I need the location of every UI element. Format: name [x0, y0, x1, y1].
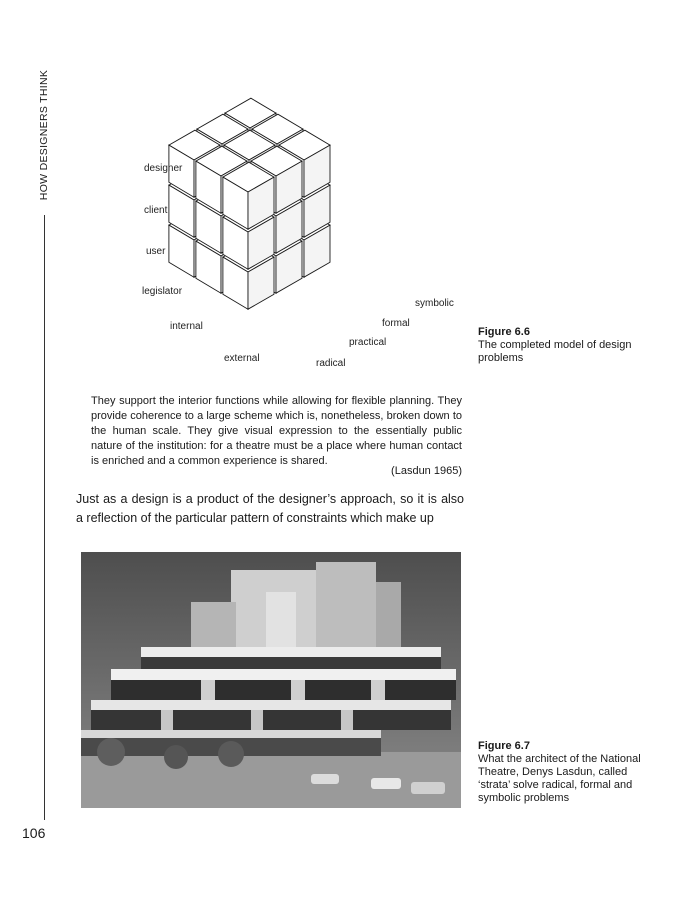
body-paragraph: Just as a design is a product of the designer’s approach, so it is also a reflection of the particular pattern of constraints which make up	[76, 492, 464, 525]
page-number: 106	[22, 825, 46, 841]
block-quote: They support the interior functions while allowing for flexible planning. They provide coherence to a large scheme which is, nonetheless, broken down to the human scale. They give visual expression to the essentially public nature of the institution: for a theatre must be a place where human contact is enriched and a common experience is shared.	[91, 395, 462, 467]
label-practical: practical	[349, 337, 387, 348]
margin-rule	[44, 215, 45, 820]
figure-6-7-number: Figure 6.7	[478, 740, 530, 752]
label-radical: radical	[316, 358, 346, 369]
figure-6-6-caption	[478, 326, 658, 365]
label-symbolic: symbolic	[415, 298, 454, 309]
figure-6-6-number: Figure 6.6	[478, 326, 530, 338]
quote-source: (Lasdun 1965)	[391, 465, 462, 477]
label-internal: internal	[170, 321, 203, 332]
figure-6-7-photo	[81, 552, 461, 808]
figure-6-6-caption-text: The completed model of design problems	[478, 339, 632, 364]
running-head	[38, 65, 50, 205]
national-theatre-photo	[81, 552, 461, 808]
cube-blocks	[169, 98, 330, 309]
figure-6-7-caption	[478, 740, 658, 805]
label-user: user	[146, 246, 166, 257]
cube-block	[223, 162, 274, 229]
figure-6-7-caption-text: What the architect of the National Theatre, Denys Lasdun, called ‘strata’ solve radical, formal and symbolic problems	[478, 753, 641, 804]
label-designer: designer	[144, 163, 183, 174]
running-head-text: HOW DESIGNERS THINK	[38, 69, 50, 201]
label-external: external	[224, 353, 260, 364]
label-client: client	[144, 205, 168, 216]
label-legislator: legislator	[142, 286, 183, 297]
figure-6-6-cube-diagram	[140, 64, 470, 374]
label-formal: formal	[382, 318, 410, 329]
